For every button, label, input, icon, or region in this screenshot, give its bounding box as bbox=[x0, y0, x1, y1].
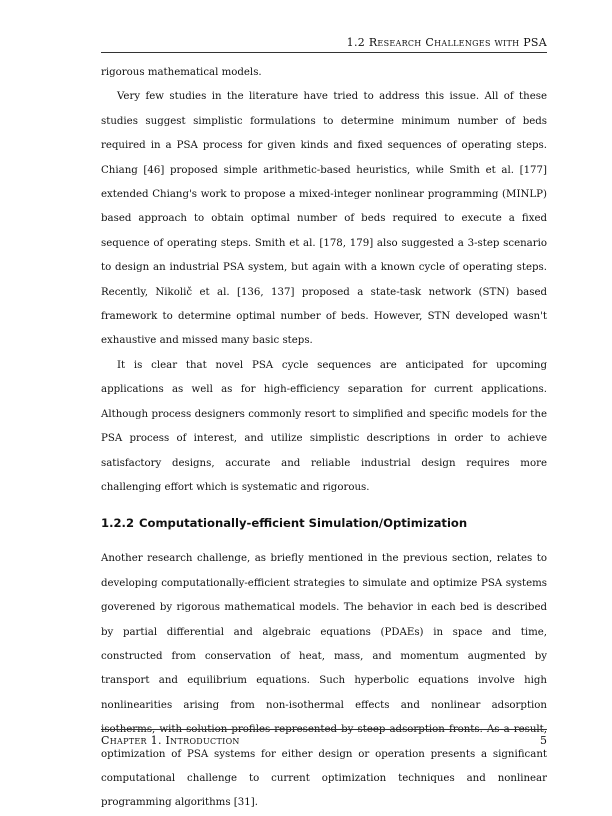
section-title: Computationally-efficient Simulation/Optimization bbox=[139, 516, 468, 531]
paragraph: Another research challenge, as briefly mentioned in the previous section, relates to developing computationally-efficient strategies to simulate and optimize PSA systems goverened by rigorous mathematical models. The behavior in each bed is described by partial differential and algebraic equations (PDAEs) in space and time, constructed from conservation of heat, mass, and momentum augmented by transport and equilibrium equations. Such hyperbolic equations involve high nonlinearities arising from non-isothermal effects and nonlinear adsorption isotherms, with solution profiles represented by steep adsorption fronts. As a result, optimization of PSA systems for either design or operation presents a significant computational challenge to current optimization techniques and nonlinear programming algorithms [31]. bbox=[101, 553, 547, 809]
paragraph-continuation: rigorous mathematical models. bbox=[101, 67, 262, 78]
paragraph: It is clear that novel PSA cycle sequences are anticipated for upcoming applications as well as for high-efficiency separation for current applications. Although process designers commonly resort to simplified and specific models for the PSA process of interest, and utilize simplistic descriptions in order to achieve satisfactory designs, accurate and reliable industrial design requires more challenging effort which is systematic and rigorous. bbox=[101, 359, 547, 493]
footer-chapter: Chapter 1. Introduction bbox=[101, 734, 240, 747]
page-number: 5 bbox=[540, 734, 547, 747]
header-rule bbox=[101, 52, 547, 53]
running-head: 1.2 Research Challenges with PSA bbox=[346, 36, 547, 49]
body-text bbox=[101, 61, 547, 816]
section-heading bbox=[101, 500, 547, 547]
section-number: 1.2.2 bbox=[101, 516, 135, 531]
paragraph: Very few studies in the literature have tried to address this issue. All of these studies suggest simplistic formulations to determine minimum number of beds required in a PSA process for given kinds and fixed sequences of operating steps. Chiang [46] proposed simple arithmetic-based heuristics, while Smith et al. [177] extended Chiang's work to propose a mixed-integer nonlinear programming (MINLP) based approach to obtain optimal number of beds required to execute a fixed sequence of operating steps. Smith et al. [178, 179] also suggested a 3-step scenario to design an industrial PSA system, but again with a known cycle of operating steps. Recently, Nikolič et al. [136, 137] proposed a state-task network (STN) based framework to determine optimal number of beds. However, STN developed wasn't exhaustive and missed many basic steps. bbox=[101, 91, 547, 347]
footer-rule bbox=[101, 729, 547, 730]
